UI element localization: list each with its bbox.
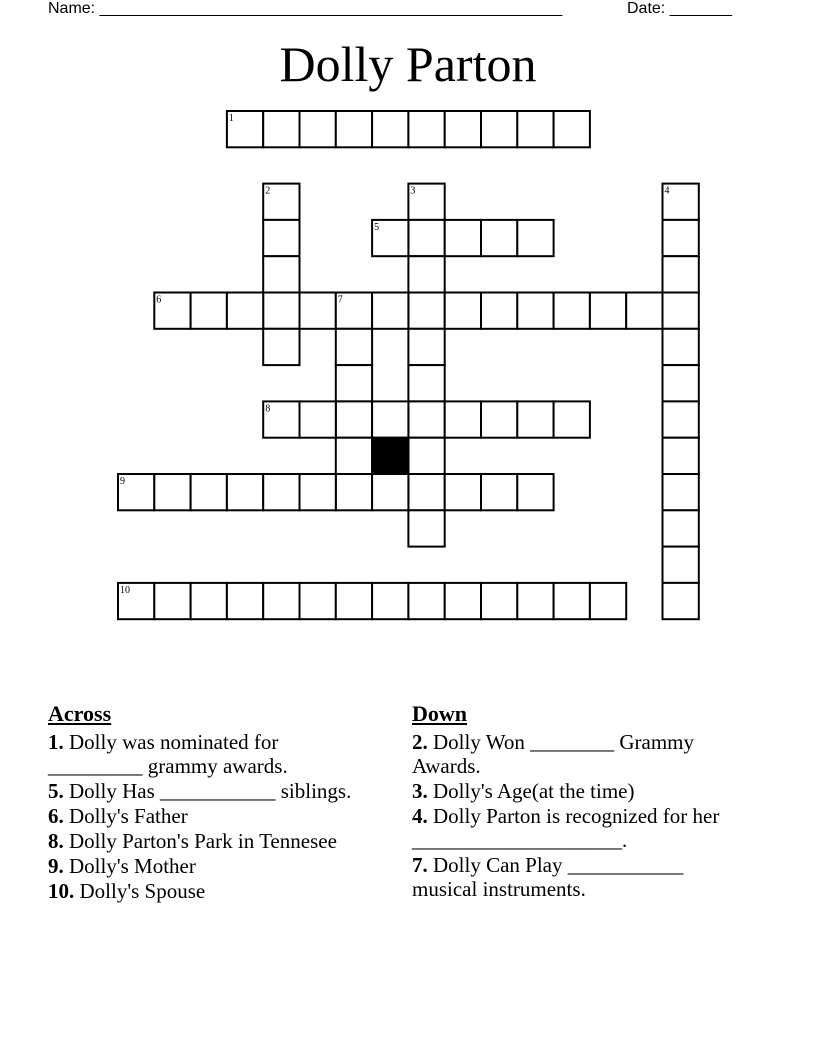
clue-text: Dolly Won ________ Grammy Awards. <box>412 730 694 778</box>
page-title: Dolly Parton <box>279 36 537 92</box>
clue-number: 2. <box>412 730 428 754</box>
grid-cell[interactable] <box>372 401 408 437</box>
date-field-label: Date: _______ <box>627 0 732 17</box>
grid-cell[interactable] <box>408 474 444 510</box>
across-clue-9 <box>48 854 368 878</box>
grid-cell[interactable] <box>663 220 699 256</box>
grid-cell[interactable] <box>663 438 699 474</box>
clue-text: Dolly's Spouse <box>79 879 206 903</box>
across-clue-5 <box>48 779 368 803</box>
grid-cell[interactable] <box>481 583 517 619</box>
grid-cell[interactable] <box>300 111 336 147</box>
grid-cell[interactable] <box>263 220 299 256</box>
grid-cell[interactable] <box>336 474 372 510</box>
grid-cell[interactable] <box>517 583 553 619</box>
clue-text: Dolly Parton's Park in Tennesee <box>69 829 337 853</box>
grid-cell[interactable] <box>590 583 626 619</box>
grid-cell[interactable] <box>300 401 336 437</box>
grid-cell[interactable] <box>517 111 553 147</box>
clue-number-label: 2 <box>265 185 271 197</box>
grid-cell[interactable] <box>336 583 372 619</box>
grid-cell[interactable] <box>336 111 372 147</box>
clue-number-label: 7 <box>337 294 343 306</box>
clue-number: 3. <box>412 779 428 803</box>
grid-cell[interactable] <box>300 474 336 510</box>
clue-text: Dolly's Age(at the time) <box>433 779 635 803</box>
across-heading: Across <box>48 701 112 726</box>
grid-cell[interactable] <box>517 401 553 437</box>
grid-cell[interactable] <box>445 293 481 329</box>
grid-cell[interactable] <box>554 583 590 619</box>
grid-cell[interactable] <box>227 583 263 619</box>
grid-cell[interactable] <box>663 329 699 365</box>
grid-cell[interactable] <box>408 293 444 329</box>
down-clue-2 <box>412 730 732 778</box>
grid-cell[interactable] <box>663 365 699 401</box>
down-clue-3 <box>412 779 732 803</box>
grid-cell[interactable] <box>663 547 699 583</box>
name-field-label: Name: ____________________________________________________ <box>48 0 563 17</box>
grid-cell[interactable] <box>408 401 444 437</box>
grid-cell[interactable] <box>408 510 444 546</box>
across-clues <box>48 700 368 904</box>
clue-number-label: 5 <box>374 221 380 233</box>
clue-number: 5. <box>48 779 64 803</box>
clue-number: 6. <box>48 804 64 828</box>
grid-cell[interactable] <box>663 256 699 292</box>
grid-cell[interactable] <box>663 510 699 546</box>
clue-number-label: 3 <box>410 185 416 197</box>
down-clue-7 <box>412 853 732 901</box>
grid-cell[interactable] <box>445 401 481 437</box>
grid-cell[interactable] <box>191 583 227 619</box>
down-clue-4 <box>412 804 732 852</box>
grid-cell[interactable] <box>445 111 481 147</box>
clue-number: 1. <box>48 730 64 754</box>
grid-cell[interactable] <box>663 293 699 329</box>
grid-cell[interactable] <box>372 583 408 619</box>
across-clue-1 <box>48 730 368 778</box>
across-clue-8 <box>48 829 368 853</box>
grid-cell[interactable] <box>554 111 590 147</box>
grid-cell[interactable] <box>263 329 299 365</box>
clue-number-label: 9 <box>120 476 125 487</box>
down-clues <box>412 700 732 902</box>
clue-number: 9. <box>48 854 64 878</box>
grid-cell[interactable] <box>517 220 553 256</box>
grid-cell[interactable] <box>408 220 444 256</box>
grid-cell[interactable] <box>263 583 299 619</box>
clue-number-label: 8 <box>265 403 271 415</box>
grid-cell[interactable] <box>663 401 699 437</box>
grid-cell[interactable] <box>408 111 444 147</box>
grid-cell[interactable] <box>517 293 553 329</box>
clue-number: 10. <box>48 879 75 903</box>
across-clue-10 <box>48 879 368 903</box>
grid-cell[interactable] <box>154 474 190 510</box>
clue-text: Dolly Parton is recognized for her ____________________. <box>412 804 720 852</box>
grid-cell[interactable] <box>336 365 372 401</box>
clue-number-label: 10 <box>120 584 130 596</box>
grid-cell[interactable] <box>626 293 662 329</box>
down-heading: Down <box>412 701 468 726</box>
grid-cell[interactable] <box>481 293 517 329</box>
grid-cell[interactable] <box>372 111 408 147</box>
grid-cell[interactable] <box>481 474 517 510</box>
clue-number-label: 6 <box>156 294 162 306</box>
grid-cell[interactable] <box>191 474 227 510</box>
clue-number: 7. <box>412 853 428 877</box>
grid-cell[interactable] <box>663 474 699 510</box>
grid-cell[interactable] <box>263 293 299 329</box>
grid-cell[interactable] <box>445 220 481 256</box>
clue-text: Dolly Has ___________ siblings. <box>69 779 352 803</box>
clue-text: Dolly's Mother <box>69 854 196 878</box>
grid-cell[interactable] <box>663 583 699 619</box>
grid-cell[interactable] <box>517 474 553 510</box>
grid-cell[interactable] <box>590 293 626 329</box>
grid-cell[interactable] <box>336 401 372 437</box>
grid-cell[interactable] <box>300 293 336 329</box>
clue-number-label: 1 <box>228 113 234 124</box>
grid-cell[interactable] <box>336 329 372 365</box>
clue-text: Dolly Can Play ___________ musical instruments. <box>412 853 684 901</box>
grid-cell[interactable] <box>227 293 263 329</box>
grid-cell[interactable] <box>554 401 590 437</box>
grid-cell[interactable] <box>408 256 444 292</box>
grid-cell[interactable] <box>445 474 481 510</box>
clue-text: Dolly's Father <box>69 804 188 828</box>
grid-cell[interactable] <box>481 220 517 256</box>
clue-number: 4. <box>412 804 428 828</box>
grid-block <box>372 438 408 474</box>
grid-cell[interactable] <box>554 293 590 329</box>
grid-cell[interactable] <box>191 293 227 329</box>
grid-cell[interactable] <box>263 111 299 147</box>
grid-cell[interactable] <box>408 583 444 619</box>
clue-number-label: 4 <box>664 185 670 197</box>
grid-cell[interactable] <box>481 111 517 147</box>
grid-cell[interactable] <box>445 583 481 619</box>
clue-text: Dolly was nominated for _________ grammy awards. <box>48 730 288 778</box>
grid-cell[interactable] <box>372 474 408 510</box>
grid-cell[interactable] <box>408 438 444 474</box>
across-clue-6 <box>48 804 368 828</box>
grid-cell[interactable] <box>227 474 263 510</box>
clue-number: 8. <box>48 829 64 853</box>
grid-cell[interactable] <box>154 583 190 619</box>
grid-cell[interactable] <box>263 474 299 510</box>
grid-cell[interactable] <box>408 365 444 401</box>
grid-cell[interactable] <box>336 438 372 474</box>
grid-cell[interactable] <box>300 583 336 619</box>
grid-cell[interactable] <box>408 329 444 365</box>
grid-cell[interactable] <box>263 256 299 292</box>
grid-cell[interactable] <box>372 293 408 329</box>
grid-cell[interactable] <box>481 401 517 437</box>
